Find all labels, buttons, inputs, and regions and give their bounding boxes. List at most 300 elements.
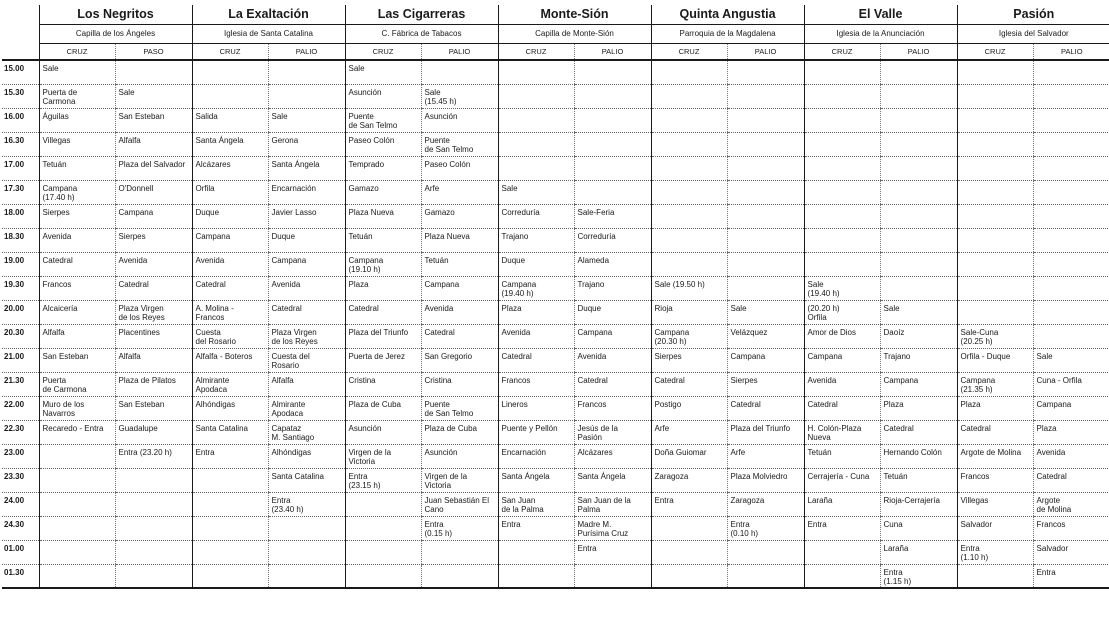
schedule-cell: Avenida xyxy=(804,372,880,396)
schedule-cell xyxy=(345,516,421,540)
table-row xyxy=(2,492,1109,516)
schedule-cell xyxy=(880,84,957,108)
schedule-cell: Campana xyxy=(1033,396,1109,420)
time-label: 17.30 xyxy=(2,180,39,204)
schedule-cell xyxy=(268,564,345,588)
schedule-cell xyxy=(268,540,345,564)
schedule-cell: Catedral xyxy=(957,420,1033,444)
schedule-cell: Plaza de Cuba xyxy=(421,420,498,444)
schedule-cell: Alhóndigas xyxy=(268,444,345,468)
schedule-cell: Alameda xyxy=(574,252,651,276)
schedule-cell: Campana xyxy=(268,252,345,276)
schedule-cell: Postigo xyxy=(651,396,727,420)
time-label: 20.30 xyxy=(2,324,39,348)
schedule-cell xyxy=(957,108,1033,132)
time-label: 19.00 xyxy=(2,252,39,276)
schedule-cell xyxy=(421,564,498,588)
schedule-cell: Sierpes xyxy=(115,228,192,252)
schedule-cell: Plaza Nueva xyxy=(421,228,498,252)
schedule-cell: Duque xyxy=(268,228,345,252)
table-row xyxy=(2,228,1109,252)
time-label: 21.30 xyxy=(2,372,39,396)
schedule-cell: Plaza de Pilatos xyxy=(115,372,192,396)
cruz-column-header: CRUZ xyxy=(651,44,727,61)
schedule-cell: Argote de Molina xyxy=(1033,492,1109,516)
schedule-cell xyxy=(421,60,498,84)
schedule-cell: Alcaicería xyxy=(39,300,115,324)
schedule-cell xyxy=(39,564,115,588)
schedule-cell xyxy=(345,564,421,588)
schedule-cell xyxy=(1033,276,1109,300)
schedule-cell: Duque xyxy=(498,252,574,276)
schedule-cell: Asunción xyxy=(345,84,421,108)
brotherhood-place-monte-sion: Capilla de Monte-Sión xyxy=(498,25,651,44)
schedule-cell: Avenida xyxy=(421,300,498,324)
schedule-cell: Entra (23.15 h) xyxy=(345,468,421,492)
schedule-cell: Catedral xyxy=(39,252,115,276)
schedule-cell: San Esteban xyxy=(39,348,115,372)
schedule-cell: Catedral xyxy=(498,348,574,372)
schedule-cell: Doña Guiomar xyxy=(651,444,727,468)
schedule-cell: Plaza xyxy=(957,396,1033,420)
schedule-cell xyxy=(115,468,192,492)
brotherhood-name-el-valle: El Valle xyxy=(804,5,957,25)
schedule-cell: Catedral xyxy=(727,396,804,420)
schedule-cell xyxy=(574,108,651,132)
schedule-cell xyxy=(957,180,1033,204)
schedule-cell: Gerona xyxy=(268,132,345,156)
schedule-cell: Catedral xyxy=(574,372,651,396)
schedule-cell: Arfe xyxy=(651,420,727,444)
schedule-cell: Avenida xyxy=(1033,444,1109,468)
schedule-cell: Argote de Molina xyxy=(957,444,1033,468)
schedule-cell xyxy=(1033,300,1109,324)
schedule-cell xyxy=(498,564,574,588)
schedule-cell: San Gregorio xyxy=(421,348,498,372)
brotherhood-place-el-valle: Iglesia de la Anunciación xyxy=(804,25,957,44)
cruz-column-header: CRUZ xyxy=(957,44,1033,61)
schedule-cell xyxy=(498,60,574,84)
schedule-cell xyxy=(804,180,880,204)
schedule-cell xyxy=(345,540,421,564)
schedule-cell: Paseo Colón xyxy=(345,132,421,156)
schedule-cell: Sale xyxy=(39,60,115,84)
schedule-cell xyxy=(1033,156,1109,180)
schedule-cell: Entra (23.40 h) xyxy=(268,492,345,516)
schedule-cell: Plaza xyxy=(1033,420,1109,444)
schedule-cell xyxy=(192,84,268,108)
brotherhood-name-las-cigarreras: Las Cigarreras xyxy=(345,5,498,25)
schedule-cell xyxy=(804,252,880,276)
time-label: 19.30 xyxy=(2,276,39,300)
schedule-cell xyxy=(651,84,727,108)
schedule-cell: Águilas xyxy=(39,108,115,132)
schedule-cell xyxy=(727,540,804,564)
schedule-cell: Francos xyxy=(574,396,651,420)
schedule-cell: Santa Catalina xyxy=(192,420,268,444)
schedule-cell: Cuna xyxy=(880,516,957,540)
time-label: 01.30 xyxy=(2,564,39,588)
schedule-cell xyxy=(880,228,957,252)
schedule-cell: Sierpes xyxy=(651,348,727,372)
schedule-cell: Campana (21.35 h) xyxy=(957,372,1033,396)
schedule-cell: Arfe xyxy=(421,180,498,204)
schedule-cell: Catedral xyxy=(115,276,192,300)
schedule-cell: Catedral xyxy=(880,420,957,444)
schedule-cell xyxy=(957,300,1033,324)
table-row xyxy=(2,180,1109,204)
schedule-cell xyxy=(957,204,1033,228)
schedule-cell xyxy=(574,84,651,108)
time-label: 18.00 xyxy=(2,204,39,228)
schedule-cell: Catedral xyxy=(345,300,421,324)
schedule-cell: Puente y Pellón xyxy=(498,420,574,444)
brotherhood-place-pasion: Iglesia del Salvador xyxy=(957,25,1109,44)
schedule-cell: Cuna - Orfila xyxy=(1033,372,1109,396)
schedule-cell xyxy=(957,252,1033,276)
schedule-cell xyxy=(498,84,574,108)
schedule-cell: Correduría xyxy=(574,228,651,252)
schedule-cell: Plaza del Salvador xyxy=(115,156,192,180)
schedule-cell: Entra (1.10 h) xyxy=(957,540,1033,564)
time-label: 17.00 xyxy=(2,156,39,180)
schedule-cell: Sale xyxy=(1033,348,1109,372)
schedule-cell xyxy=(651,132,727,156)
schedule-cell xyxy=(727,132,804,156)
schedule-cell: (20.20 h) Orfila xyxy=(804,300,880,324)
schedule-cell: Plaza Nueva xyxy=(345,204,421,228)
schedule-cell: A. Molina - Francos xyxy=(192,300,268,324)
time-label: 21.00 xyxy=(2,348,39,372)
schedule-cell xyxy=(727,156,804,180)
schedule-cell: Cristina xyxy=(421,372,498,396)
brotherhood-name-quinta-angustia: Quinta Angustia xyxy=(651,5,804,25)
palio-column-header: PALIO xyxy=(574,44,651,61)
schedule-cell: Santa Ángela xyxy=(192,132,268,156)
schedule-cell: Zaragoza xyxy=(651,468,727,492)
schedule-cell xyxy=(574,60,651,84)
schedule-cell: Alhóndigas xyxy=(192,396,268,420)
schedule-cell: Francos xyxy=(1033,516,1109,540)
schedule-cell: Amor de Dios xyxy=(804,324,880,348)
schedule-cell: Sale-Cuna (20.25 h) xyxy=(957,324,1033,348)
schedule-cell xyxy=(192,564,268,588)
schedule-cell: Entra xyxy=(1033,564,1109,588)
schedule-cell: Catedral xyxy=(651,372,727,396)
schedule-cell xyxy=(880,204,957,228)
schedule-cell: Francos xyxy=(498,372,574,396)
schedule-cell: Virgen de la Victoria xyxy=(345,444,421,468)
schedule-cell xyxy=(957,276,1033,300)
schedule-cell xyxy=(498,156,574,180)
schedule-cell: Sale xyxy=(115,84,192,108)
schedule-cell: Campana (19.40 h) xyxy=(498,276,574,300)
schedule-cell: Daoíz xyxy=(880,324,957,348)
schedule-cell: Entra xyxy=(498,516,574,540)
brotherhood-place-los-negritos: Capilla de los Ángeles xyxy=(39,25,192,44)
schedule-cell xyxy=(651,60,727,84)
schedule-cell xyxy=(651,228,727,252)
schedule-cell xyxy=(1033,252,1109,276)
schedule-cell: Santa Ángela xyxy=(498,468,574,492)
schedule-cell: Rioja xyxy=(651,300,727,324)
schedule-cell xyxy=(1033,60,1109,84)
schedule-cell: O'Donnell xyxy=(115,180,192,204)
schedule-cell xyxy=(574,156,651,180)
schedule-cell xyxy=(39,516,115,540)
time-label: 23.30 xyxy=(2,468,39,492)
schedule-cell xyxy=(498,540,574,564)
schedule-cell: Gamazo xyxy=(421,204,498,228)
schedule-cell: Catedral xyxy=(804,396,880,420)
schedule-cell xyxy=(651,516,727,540)
brotherhood-place-la-exaltacion: Iglesia de Santa Catalina xyxy=(192,25,345,44)
schedule-cell xyxy=(651,108,727,132)
schedule-cell xyxy=(880,276,957,300)
schedule-cell: Trajano xyxy=(574,276,651,300)
table-row xyxy=(2,348,1109,372)
schedule-cell: Puente de San Telmo xyxy=(345,108,421,132)
schedule-cell: Entra (23.20 h) xyxy=(115,444,192,468)
schedule-cell xyxy=(727,564,804,588)
schedule-cell xyxy=(727,204,804,228)
schedule-cell xyxy=(268,84,345,108)
schedule-cell xyxy=(115,564,192,588)
schedule-cell xyxy=(39,468,115,492)
schedule-cell: Hernando Colón xyxy=(880,444,957,468)
schedule-cell: Plaza de Cuba xyxy=(345,396,421,420)
time-label: 15.00 xyxy=(2,60,39,84)
schedule-cell xyxy=(1033,108,1109,132)
schedule-cell: Villegas xyxy=(957,492,1033,516)
schedule-cell: Tetuán xyxy=(880,468,957,492)
schedule-cell xyxy=(651,180,727,204)
schedule-cell xyxy=(39,540,115,564)
schedule-cell: Almirante Apodaca xyxy=(192,372,268,396)
schedule-cell xyxy=(192,492,268,516)
schedule-cell xyxy=(39,444,115,468)
schedule-cell xyxy=(804,564,880,588)
time-label: 01.00 xyxy=(2,540,39,564)
schedule-cell xyxy=(727,252,804,276)
schedule-cell: Javier Lasso xyxy=(268,204,345,228)
schedule-cell: Sale-Feria xyxy=(574,204,651,228)
cruz-column-header: CRUZ xyxy=(39,44,115,61)
schedule-cell: Tetuán xyxy=(345,228,421,252)
schedule-cell: Puente de San Telmo xyxy=(421,396,498,420)
schedule-cell xyxy=(727,276,804,300)
schedule-cell: Capataz M. Santiago xyxy=(268,420,345,444)
schedule-cell: Alcázares xyxy=(192,156,268,180)
schedule-cell: Entra xyxy=(192,444,268,468)
schedule-cell: Plaza xyxy=(498,300,574,324)
schedule-cell: Correduría xyxy=(498,204,574,228)
table-row xyxy=(2,420,1109,444)
schedule-cell: Gamazo xyxy=(345,180,421,204)
schedule-cell xyxy=(115,540,192,564)
table-row xyxy=(2,300,1109,324)
cruz-column-header: CRUZ xyxy=(345,44,421,61)
schedule-cell: Cristina xyxy=(345,372,421,396)
table-row xyxy=(2,204,1109,228)
table-row xyxy=(2,252,1109,276)
schedule-cell: Orfila xyxy=(192,180,268,204)
time-label: 18.30 xyxy=(2,228,39,252)
schedule-cell: Sale (19.40 h) xyxy=(804,276,880,300)
palio-column-header: PALIO xyxy=(268,44,345,61)
table-row xyxy=(2,516,1109,540)
schedule-cell: Sierpes xyxy=(727,372,804,396)
table-row xyxy=(2,276,1109,300)
table-row xyxy=(2,324,1109,348)
schedule-cell: Alcázares xyxy=(574,444,651,468)
schedule-cell: Sale xyxy=(498,180,574,204)
schedule-cell: Plaza del Triunfo xyxy=(345,324,421,348)
schedule-cell: Encarnación xyxy=(268,180,345,204)
schedule-cell: Alfalfa - Boteros xyxy=(192,348,268,372)
schedule-cell: Campana (17.40 h) xyxy=(39,180,115,204)
cruz-column-header: CRUZ xyxy=(804,44,880,61)
schedule-cell: Puerta de Carmona xyxy=(39,84,115,108)
brotherhood-place-las-cigarreras: C. Fábrica de Tabacos xyxy=(345,25,498,44)
schedule-cell: Laraña xyxy=(880,540,957,564)
schedule-cell: Francos xyxy=(957,468,1033,492)
schedule-cell: Plaza Molviedro xyxy=(727,468,804,492)
schedule-cell: Entra xyxy=(651,492,727,516)
schedule-cell: Alfalfa xyxy=(115,132,192,156)
schedule-cell: Alfalfa xyxy=(39,324,115,348)
schedule-cell: Catedral xyxy=(268,300,345,324)
schedule-cell xyxy=(651,204,727,228)
schedule-cell: Almirante Apodaca xyxy=(268,396,345,420)
cruz-column-header: CRUZ xyxy=(192,44,268,61)
schedule-cell: Sale xyxy=(345,60,421,84)
schedule-cell: Villegas xyxy=(39,132,115,156)
schedule-cell: Francos xyxy=(39,276,115,300)
brotherhood-place-quinta-angustia: Parroquia de la Magdalena xyxy=(651,25,804,44)
schedule-table xyxy=(2,5,1109,589)
schedule-cell: Cerrajería - Cuna xyxy=(804,468,880,492)
schedule-cell: Salida xyxy=(192,108,268,132)
schedule-cell: Lineros xyxy=(498,396,574,420)
schedule-cell xyxy=(727,108,804,132)
schedule-cell: Entra (1.15 h) xyxy=(880,564,957,588)
schedule-cell xyxy=(574,564,651,588)
schedule-cell: Avenida xyxy=(39,228,115,252)
schedule-cell: Campana xyxy=(421,276,498,300)
schedule-cell xyxy=(957,132,1033,156)
schedule-cell xyxy=(804,84,880,108)
schedule-cell: Campana (20.30 h) xyxy=(651,324,727,348)
schedule-cell xyxy=(804,156,880,180)
schedule-cell: Guadalupe xyxy=(115,420,192,444)
palio-column-header: PALIO xyxy=(727,44,804,61)
brotherhood-name-pasion: Pasión xyxy=(957,5,1109,25)
schedule-cell xyxy=(192,540,268,564)
table-row xyxy=(2,156,1109,180)
schedule-cell: Plaza Virgen de los Reyes xyxy=(115,300,192,324)
schedule-cell xyxy=(268,516,345,540)
schedule-cell: San Juan de la Palma xyxy=(498,492,574,516)
time-label: 16.00 xyxy=(2,108,39,132)
schedule-cell xyxy=(1033,84,1109,108)
schedule-cell: Asunción xyxy=(421,444,498,468)
schedule-cell xyxy=(1033,132,1109,156)
schedule-cell: Cuesta del Rosario xyxy=(268,348,345,372)
schedule-cell: Sale (15.45 h) xyxy=(421,84,498,108)
table-row xyxy=(2,564,1109,588)
schedule-cell xyxy=(804,132,880,156)
schedule-cell: Tetuán xyxy=(421,252,498,276)
schedule-cell xyxy=(574,180,651,204)
schedule-cell xyxy=(880,108,957,132)
time-label: 23.00 xyxy=(2,444,39,468)
schedule-cell xyxy=(804,60,880,84)
table-row xyxy=(2,468,1109,492)
schedule-cell: Laraña xyxy=(804,492,880,516)
schedule-cell: Avenida xyxy=(574,348,651,372)
schedule-cell: Juan Sebastián El Cano xyxy=(421,492,498,516)
schedule-cell: Santa Catalina xyxy=(268,468,345,492)
schedule-cell xyxy=(268,60,345,84)
corner-blank xyxy=(2,5,39,25)
schedule-cell xyxy=(651,540,727,564)
schedule-cell xyxy=(345,492,421,516)
schedule-cell: Sierpes xyxy=(39,204,115,228)
schedule-cell: Alfalfa xyxy=(268,372,345,396)
time-label: 24.30 xyxy=(2,516,39,540)
palio-column-header: PALIO xyxy=(421,44,498,61)
corner-blank xyxy=(2,25,39,44)
schedule-cell xyxy=(192,468,268,492)
schedule-cell: Salvador xyxy=(1033,540,1109,564)
schedule-cell: Jesús de la Pasión xyxy=(574,420,651,444)
table-row xyxy=(2,108,1109,132)
schedule-cell: H. Colón-Plaza Nueva xyxy=(804,420,880,444)
schedule-cell xyxy=(1033,324,1109,348)
schedule-cell xyxy=(957,84,1033,108)
schedule-cell: Campana xyxy=(115,204,192,228)
schedule-cell: Paseo Colón xyxy=(421,156,498,180)
schedule-cell xyxy=(804,540,880,564)
brotherhood-name-la-exaltacion: La Exaltación xyxy=(192,5,345,25)
schedule-cell: Madre M. Purísima Cruz xyxy=(574,516,651,540)
schedule-cell xyxy=(115,492,192,516)
schedule-cell xyxy=(880,60,957,84)
schedule-cell: Velázquez xyxy=(727,324,804,348)
schedule-cell xyxy=(880,180,957,204)
schedule-cell: Encarnación xyxy=(498,444,574,468)
schedule-cell: Duque xyxy=(192,204,268,228)
cruz-column-header: CRUZ xyxy=(498,44,574,61)
time-label: 24.00 xyxy=(2,492,39,516)
schedule-cell: Rioja-Cerrajería xyxy=(880,492,957,516)
schedule-cell xyxy=(957,60,1033,84)
schedule-cell: Campana xyxy=(727,348,804,372)
time-label: 16.30 xyxy=(2,132,39,156)
schedule-cell xyxy=(727,60,804,84)
schedule-cell xyxy=(880,132,957,156)
schedule-cell: Avenida xyxy=(498,324,574,348)
time-label: 22.30 xyxy=(2,420,39,444)
table-row xyxy=(2,444,1109,468)
schedule-cell: Plaza xyxy=(880,396,957,420)
schedule-cell: Puerta de Jerez xyxy=(345,348,421,372)
schedule-cell: Arfe xyxy=(727,444,804,468)
schedule-cell xyxy=(957,564,1033,588)
schedule-cell: Catedral xyxy=(1033,468,1109,492)
schedule-cell: Muro de los Navarros xyxy=(39,396,115,420)
